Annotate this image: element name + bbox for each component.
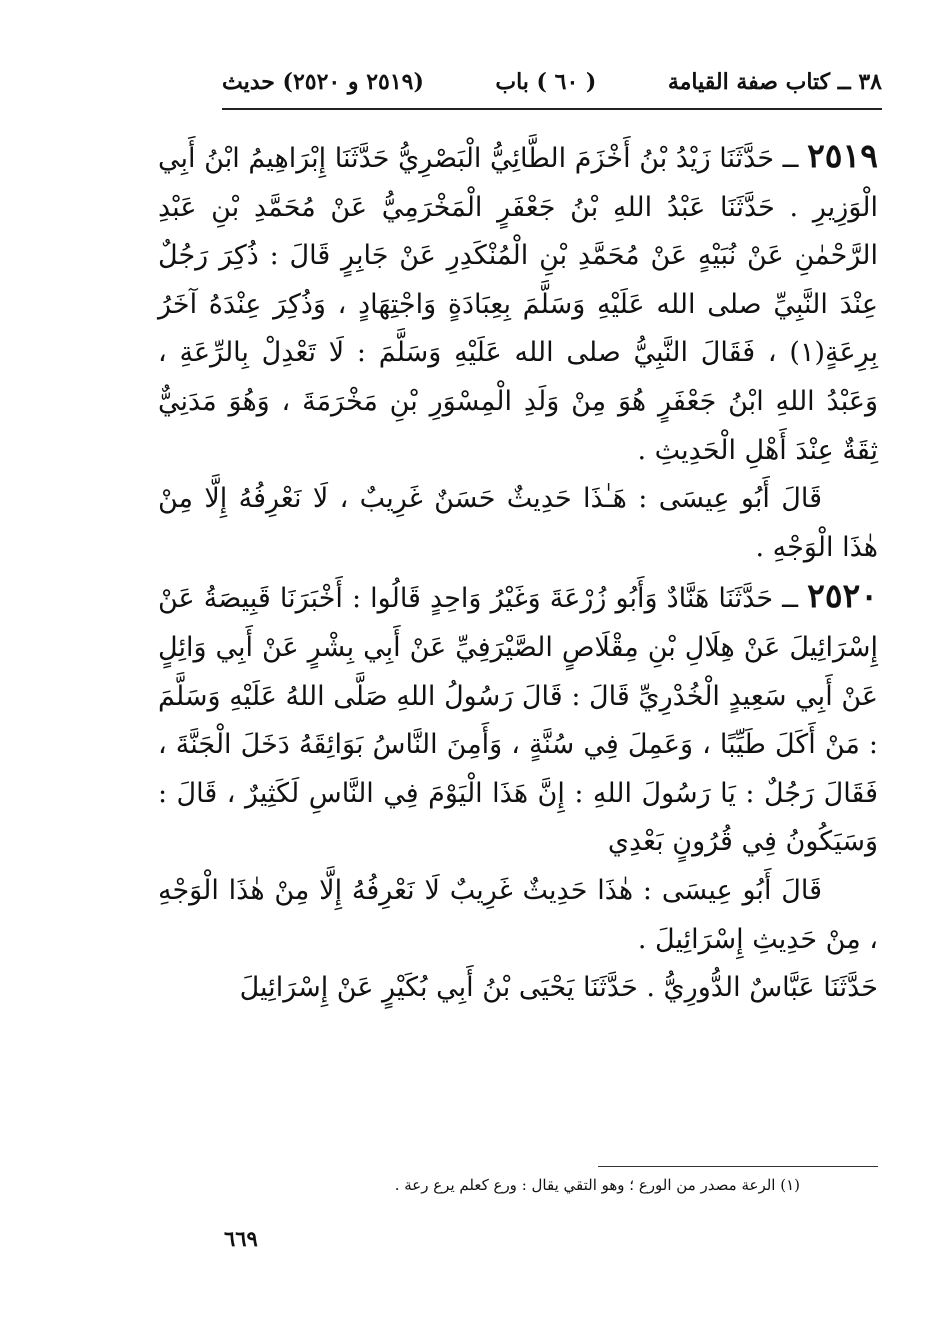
hadith-number: ٢٥١٩: [807, 136, 878, 175]
hadith-text: ــ حَدَّثَنَا هَنَّادٌ وَأَبُو زُرْعَةَ وَغَيْرُ وَاحِدٍ قَالُوا : أَخْبَرَنَا قَبِيصَةُ عَنْ إِسْرَائِيلَ عَنْ هِلَالِ بْنِ مِقْلَاصٍ الصَّيْرَفِيِّ عَنْ أَبِي بِشْرٍ عَنْ أَبِي وَائِلٍ عَنْ أَبِي سَعِيدٍ الْخُدْرِيِّ قَالَ : قَالَ رَسُولُ اللهِ صَلَّى اللهُ عَلَيْهِ وَسَلَّمَ : مَنْ أَكَلَ طَيِّبًا ، وَعَمِلَ فِي سُنَّةٍ ، وَأَمِنَ النَّاسُ بَوَائِقَهُ دَخَلَ الْجَنَّةَ ، فَقَالَ رَجُلٌ : يَا رَسُولَ اللهِ : إِنَّ هَذَا الْيَوْمَ فِي النَّاسِ لَكَثِيرٌ ، قَالَ : وَسَيَكُونُ فِي قُرُونٍ بَعْدِي: [158, 583, 878, 858]
hadith-range: (٢٥١٩ و ٢٥٢٠) حديث: [222, 69, 424, 95]
footnote: (١) الرعة مصدر من الورع ؛ وهو التقي يقال : ورع كعلم يرع رعة .: [394, 1176, 800, 1194]
hadith-2520-comment: قَالَ أَبُو عِيسَى : هٰذَا حَدِيثٌ غَرِيبٌ لَا نَعْرِفُهُ إِلَّا مِنْ هٰذَا الْوَجْهِ ، مِنْ حَدِيثِ إِسْرَائِيلَ .: [158, 874, 878, 955]
hadith-2519: [158, 132, 878, 475]
page-header: [222, 62, 882, 102]
footnote-rule: [598, 1166, 878, 1167]
main-text: [158, 132, 878, 1013]
book-title: ٣٨ ــ كتاب صفة القيامة: [667, 69, 882, 95]
page-number: ٦٦٩: [224, 1226, 258, 1251]
header-rule: [222, 108, 882, 110]
hadith-2520: [158, 572, 878, 867]
hadith-number: ٢٥٢٠: [807, 576, 878, 616]
hadith-text: ــ حَدَّثَنَا زَيْدُ بْنُ أَخْزَمَ الطَّائِيُّ الْبَصْرِيُّ حَدَّثَنَا إِبْرَاهِيمُ ابْنُ أَبِي الْوَزِيرِ . حَدَّثَنَا عَبْدُ اللهِ بْنُ جَعْفَرٍ الْمَخْرَمِيُّ عَنْ مُحَمَّدِ بْنِ عَبْدِ الرَّحْمٰنِ عَنْ نُبَيْهٍ عَنْ مُحَمَّدِ بْنِ الْمُنْكَدِرِ عَنْ جَابِرٍ قَالَ : ذُكِرَ رَجُلٌ عِنْدَ النَّبِيِّ صلى الله عَلَيْهِ وَسَلَّمَ بِعِبَادَةٍ وَاجْتِهَادٍ ، وَذُكِرَ عِنْدَهُ آخَرُ بِرِعَةٍ(١) ، فَقَالَ النَّبِيُّ صلى الله عَلَيْهِ وَسَلَّمَ : لَا تَعْدِلْ بِالرِّعَةِ ، وَعَبْدُ اللهِ ابْنُ جَعْفَرٍ هُوَ مِنْ وَلَدِ الْمِسْوَرِ بْنِ مَخْرَمَةَ ، وَهُوَ مَدَنِيٌّ ثِقَةٌ عِنْدَ أَهْلِ الْحَدِيثِ .: [158, 143, 878, 466]
hadith-2519-comment: قَالَ أَبُو عِيسَى : هَـٰذَا حَدِيثٌ حَسَنٌ غَرِيبٌ ، لَا نَعْرِفُهُ إِلَّا مِنْ هٰذَا الْوَجْهِ .: [158, 483, 878, 563]
hadith-continuation: حَدَّثَنَا عَبَّاسٌ الدُّورِيُّ . حَدَّثَنَا يَحْيَى بْنُ أَبِي بُكَيْرٍ عَنْ إِسْرَائِيلَ: [239, 972, 878, 1004]
chapter-label: ( ٦٠ ) باب: [495, 69, 597, 95]
